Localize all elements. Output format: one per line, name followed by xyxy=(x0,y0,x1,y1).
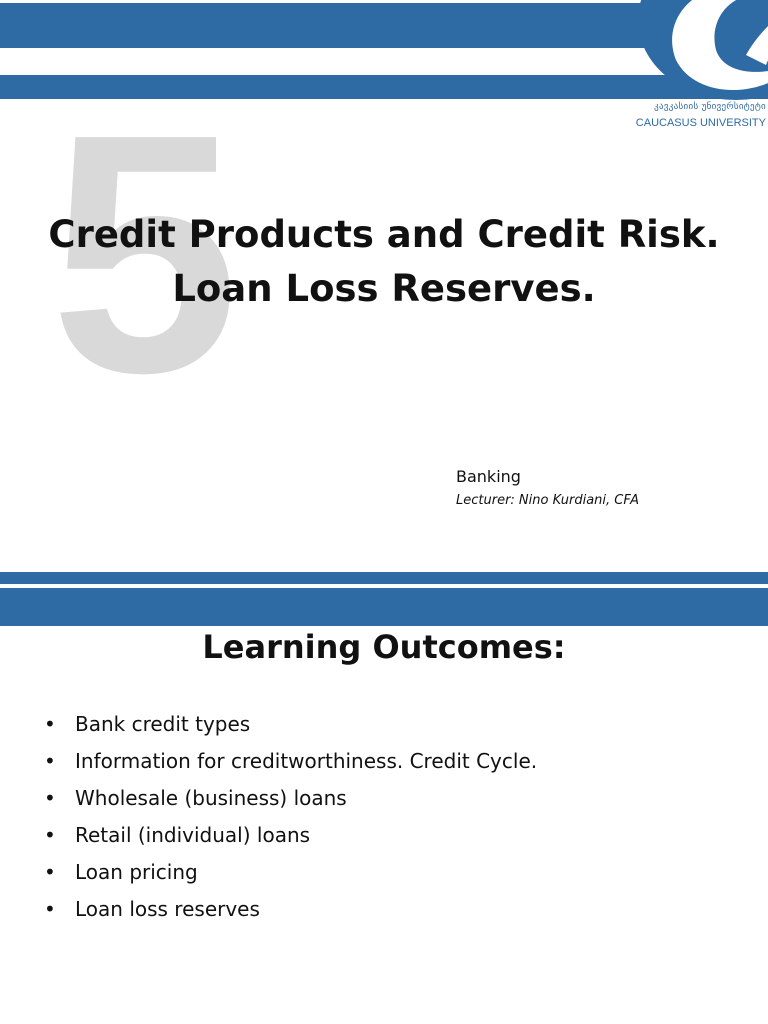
list-item-text: Retail (individual) loans xyxy=(75,823,311,847)
bullet-icon: • xyxy=(44,749,56,773)
bullet-icon: • xyxy=(44,786,56,810)
list-item-text: Loan loss reserves xyxy=(75,897,260,921)
list-item xyxy=(44,823,537,860)
bullet-icon: • xyxy=(44,823,56,847)
slide-title-line-1: Credit Products and Credit Risk. xyxy=(48,213,720,256)
logo-name-english: CAUCASUS UNIVERSITY xyxy=(635,117,766,129)
list-item-text: Wholesale (business) loans xyxy=(75,786,347,810)
header-band-thick xyxy=(0,588,768,626)
bullet-icon: • xyxy=(44,897,56,921)
slide-heading: Learning Outcomes: xyxy=(202,628,566,666)
list-item-text: Bank credit types xyxy=(75,712,251,736)
list-item xyxy=(44,749,537,786)
course-subject: Banking xyxy=(456,467,521,486)
list-item-text: Information for creditworthiness. Credit Cycle. xyxy=(75,749,538,773)
logo-name-georgian: კავკასიის უნივერსიტეტი xyxy=(654,102,766,112)
slide-title xyxy=(0,208,768,316)
list-item xyxy=(44,897,537,934)
list-item-text: Loan pricing xyxy=(75,860,198,884)
bullet-icon: • xyxy=(44,712,56,736)
header-band-thin xyxy=(0,572,768,584)
slide-title-line-2: Loan Loss Reserves. xyxy=(172,267,596,310)
list-item xyxy=(44,786,537,823)
lecturer-name: Lecturer: Nino Kurdiani, CFA xyxy=(456,493,639,508)
list-item xyxy=(44,712,537,749)
learning-outcomes-slide xyxy=(0,572,768,1024)
lecture-number: 5 xyxy=(50,64,240,444)
list-item xyxy=(44,860,537,897)
outcomes-list xyxy=(44,712,537,934)
caucasus-university-logo-icon xyxy=(636,0,768,100)
bullet-icon: • xyxy=(44,860,56,884)
slide-divider xyxy=(0,556,768,572)
